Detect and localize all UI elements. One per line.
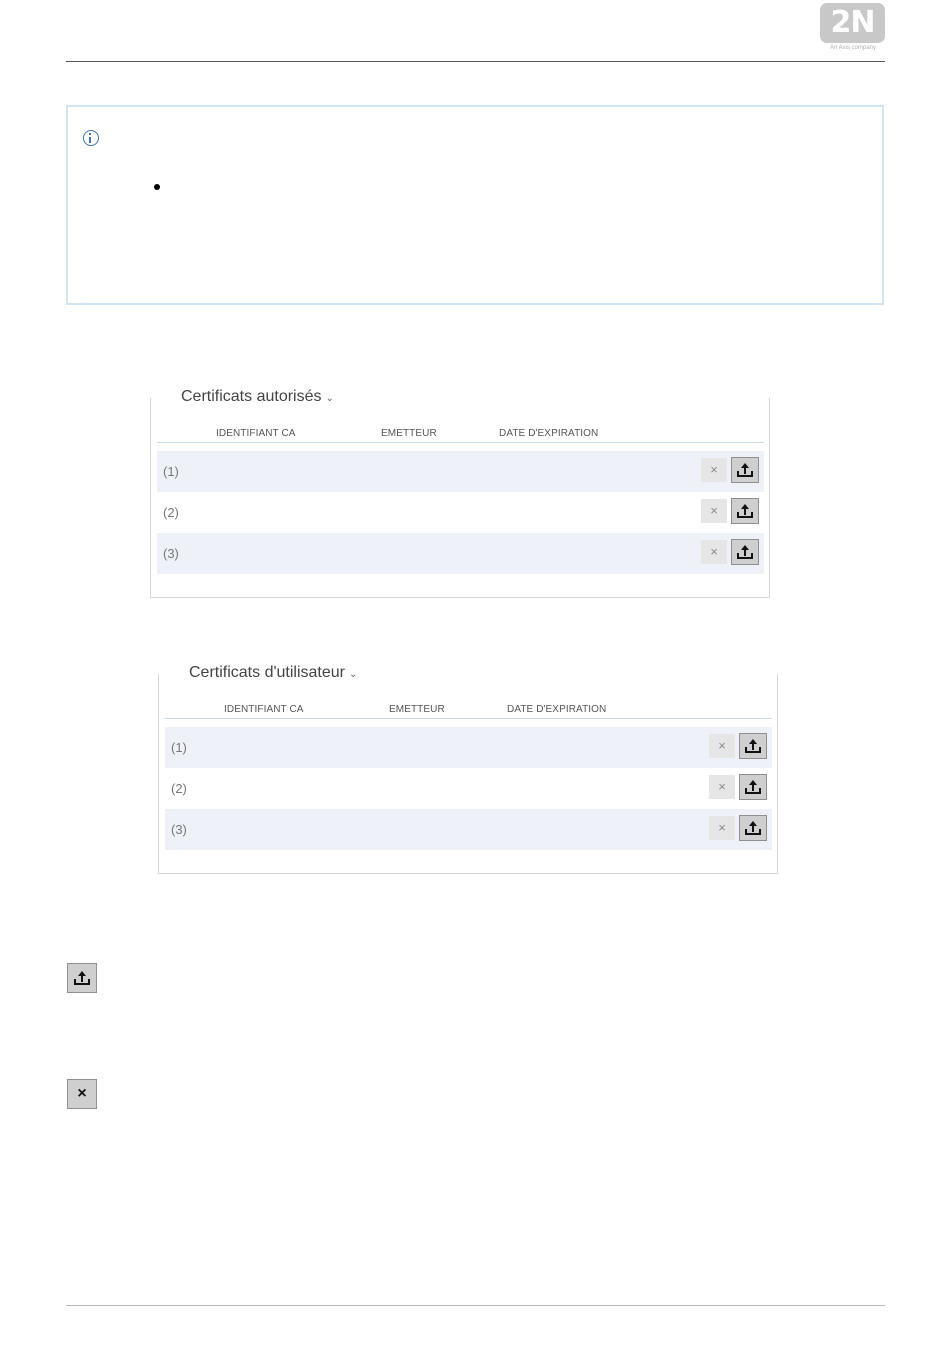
info-note <box>66 105 884 305</box>
upload-certificate-button[interactable] <box>739 774 767 800</box>
table-row <box>157 451 764 492</box>
delete-certificate-button[interactable]: × <box>701 540 727 564</box>
row-label: (3) <box>171 822 187 837</box>
row-label: (2) <box>163 505 179 520</box>
panel-title-label: Certificats d'utilisateur <box>189 664 345 681</box>
delete-certificate-button[interactable]: × <box>701 458 727 482</box>
panel-title[interactable] <box>187 664 359 682</box>
delete-certificate-button[interactable]: × <box>709 775 735 799</box>
table-row <box>165 727 772 768</box>
brand-logo: 2N <box>820 3 885 43</box>
row-label: (1) <box>163 464 179 479</box>
delete-certificate-button[interactable]: × <box>701 499 727 523</box>
table-row <box>165 768 772 809</box>
row-label: (1) <box>171 740 187 755</box>
table-row <box>157 533 764 574</box>
header-divider <box>66 61 885 62</box>
table-row <box>165 809 772 850</box>
upload-icon <box>745 739 761 753</box>
column-header-expiration[interactable]: DATE D'EXPIRATION <box>499 428 599 439</box>
list-bullet <box>154 184 160 190</box>
delete-certificate-button[interactable]: × <box>709 734 735 758</box>
column-header-ca-id[interactable]: IDENTIFIANT CA <box>216 428 296 439</box>
row-label: (2) <box>171 781 187 796</box>
row-label: (3) <box>163 546 179 561</box>
upload-icon <box>737 504 753 518</box>
user-certificates-panel <box>158 664 778 874</box>
column-header-issuer[interactable]: EMETTEUR <box>389 704 445 715</box>
chevron-down-icon[interactable]: ⌄ <box>349 669 358 680</box>
delete-certificate-button[interactable]: × <box>709 816 735 840</box>
upload-button-legend <box>67 963 97 993</box>
upload-certificate-button[interactable] <box>731 457 759 483</box>
upload-certificate-button[interactable] <box>739 733 767 759</box>
info-circle-icon <box>83 130 99 146</box>
footer-divider <box>66 1305 885 1306</box>
trusted-certificates-panel <box>150 388 770 598</box>
column-header-issuer[interactable]: EMETTEUR <box>381 428 437 439</box>
upload-icon <box>74 971 90 985</box>
chevron-down-icon[interactable]: ⌄ <box>325 393 334 404</box>
table-row <box>157 492 764 533</box>
table-header-divider <box>165 718 772 719</box>
upload-icon <box>745 821 761 835</box>
column-header-expiration[interactable]: DATE D'EXPIRATION <box>507 704 607 715</box>
panel-title-label: Certificats autorisés <box>181 388 322 405</box>
close-icon: × <box>67 1079 97 1109</box>
upload-certificate-button[interactable] <box>731 539 759 565</box>
brand-logo-subtext: An Axis company <box>829 45 877 51</box>
upload-icon <box>737 463 753 477</box>
upload-certificate-button[interactable] <box>739 815 767 841</box>
upload-certificate-button[interactable] <box>731 498 759 524</box>
table-header-divider <box>157 442 764 443</box>
panel-title[interactable] <box>179 388 336 406</box>
column-header-ca-id[interactable]: IDENTIFIANT CA <box>224 704 304 715</box>
upload-icon <box>737 545 753 559</box>
upload-icon <box>745 780 761 794</box>
